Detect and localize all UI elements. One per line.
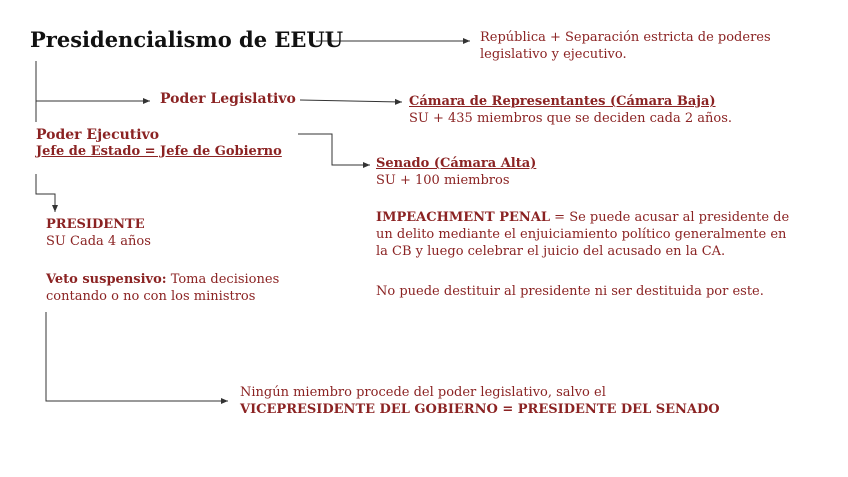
veto-block xyxy=(46,271,279,305)
presidente-heading: PRESIDENTE xyxy=(46,217,145,232)
impeachment-block xyxy=(376,209,789,260)
poder-ejecutivo-block xyxy=(36,127,282,160)
vicepresidente-line1: Ningún miembro procede del poder legislativo, salvo el xyxy=(240,385,606,400)
veto-text1: Toma decisiones xyxy=(166,272,280,287)
poder-ejecutivo-heading: Poder Ejecutivo xyxy=(36,127,160,143)
senado-detail: SU + 100 miembros xyxy=(376,173,510,188)
senado-heading: Senado (Cámara Alta) xyxy=(376,156,537,171)
page-title: Presidencialismo de EEUU xyxy=(30,27,344,52)
impeachment-line3: la CB y luego celebrar el juicio del acusado en la CA. xyxy=(376,244,726,259)
arrow-ejecutivo-presidente xyxy=(36,174,55,212)
republica-note xyxy=(480,29,771,63)
veto-line1 xyxy=(46,271,279,288)
vicepresidente-line2: VICEPRESIDENTE DEL GOBIERNO = PRESIDENTE DEL SENADO xyxy=(240,402,720,417)
poder-legislativo-label: Poder Legislativo xyxy=(160,91,296,107)
impeachment-line1 xyxy=(376,209,789,226)
presidente-block xyxy=(46,216,151,250)
presidente-detail: SU Cada 4 años xyxy=(46,234,151,249)
arrow-title-legislativo xyxy=(36,61,150,101)
impeachment-line2: un delito mediante el enjuiciamiento político generalmente en xyxy=(376,227,787,242)
arrow-veto-vicepresidente xyxy=(46,312,228,401)
veto-line2: contando o no con los ministros xyxy=(46,289,256,304)
veto-label: Veto suspensivo: xyxy=(46,272,167,287)
no-destituir-note: No puede destituir al presidente ni ser destituida por este. xyxy=(376,284,764,299)
senado-block xyxy=(376,155,536,189)
impeachment-label: IMPEACHMENT PENAL xyxy=(376,210,551,225)
impeachment-text1: = Se puede acusar al presidente de xyxy=(550,210,790,225)
arrow-legislativo-camara xyxy=(300,100,402,102)
camara-representantes-heading: Cámara de Representantes (Cámara Baja) xyxy=(409,94,716,109)
camara-representantes-detail: SU + 435 miembros que se deciden cada 2 años. xyxy=(409,111,733,126)
republica-note-line2: legislativo y ejecutivo. xyxy=(480,47,627,62)
poder-ejecutivo-subheading: Jefe de Estado = Jefe de Gobierno xyxy=(36,144,282,159)
camara-representantes-block xyxy=(409,93,732,127)
vicepresidente-block xyxy=(240,384,720,418)
arrow-ejecutivo-senado xyxy=(298,134,370,165)
republica-note-line1: República + Separación estricta de poderes xyxy=(480,30,771,45)
